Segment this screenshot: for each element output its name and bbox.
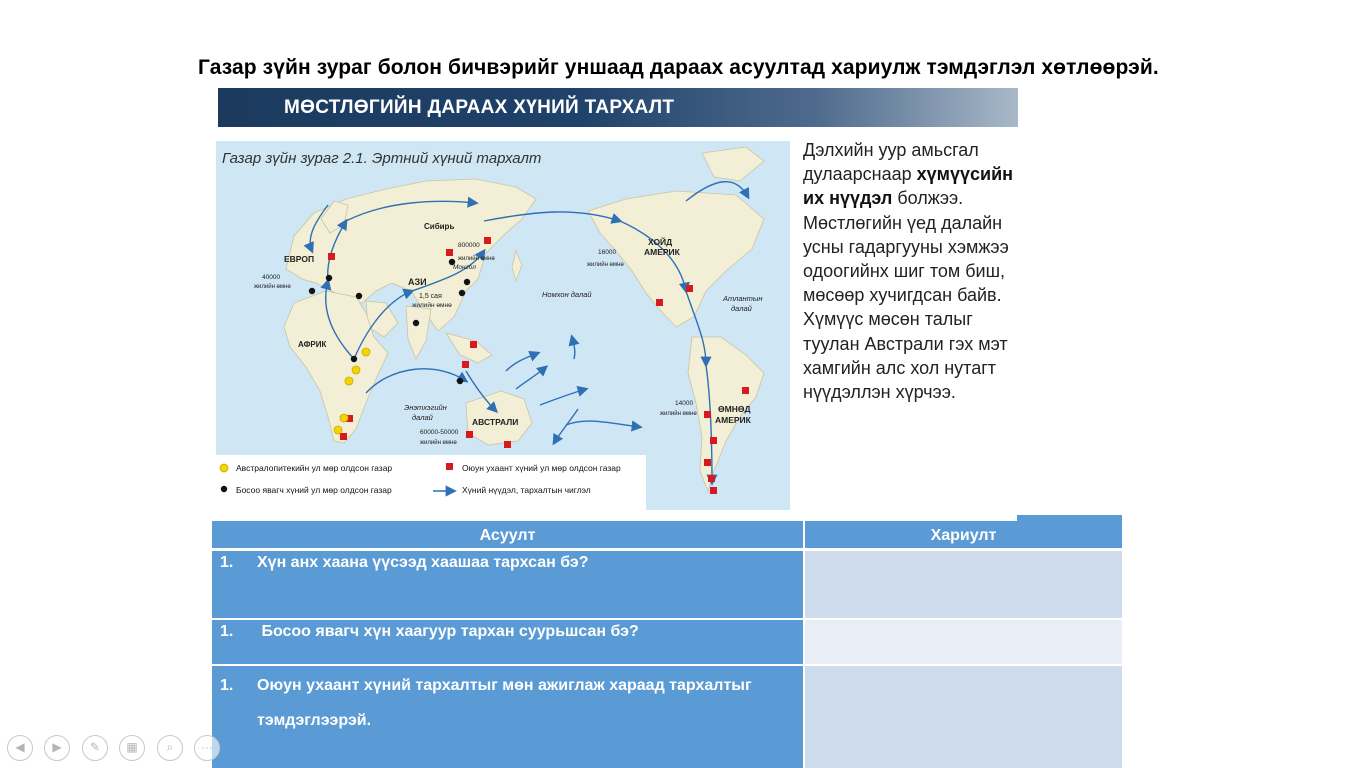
label-north-america-2: АМЕРИК (644, 247, 680, 257)
legend-australopithecus: Австралопитекийн ул мөр олдсон газар (236, 463, 393, 473)
erectus-site (457, 378, 463, 384)
erectus-site (351, 356, 357, 362)
sapiens-site (504, 441, 511, 448)
label-60000-2: жилийн өмнө (420, 440, 457, 446)
description-bold: хүмүүсийн их нүүдэл (803, 164, 1014, 209)
map-title: Газар зүйн зураг 2.1. Эртний хүний тархалт (222, 150, 542, 167)
label-14000-2: жилийн өмнө (660, 411, 697, 417)
instruction-heading: Газар зүйн зураг болон бичвэрийг уншаад дараах асуултад хариулж тэмдэглэл хөтлөөрэй. (198, 56, 1159, 79)
label-800000-1: 800000 (458, 242, 480, 249)
answer-cell[interactable] (805, 620, 1122, 664)
table-row-question (212, 551, 803, 618)
sapiens-site (710, 437, 717, 444)
description-text (803, 138, 1018, 404)
sapiens-site (704, 459, 711, 466)
sapiens-site (656, 299, 663, 306)
description-part-1: Дэлхийн уур амьсгал дулаарснаар (803, 140, 979, 185)
erectus-site (413, 320, 419, 326)
australopithecus-site (362, 348, 370, 356)
erectus-site (326, 275, 332, 281)
label-south-america-1: ӨМНӨД (718, 404, 751, 414)
erectus-site (309, 288, 315, 294)
pen-icon[interactable]: ✎ (82, 735, 108, 761)
label-14000-1: 14000 (675, 400, 694, 407)
row-number: 1. (220, 554, 234, 571)
legend-migration: Хүний нүүдэл, тархалтын чиглэл (462, 485, 591, 495)
table-row-question (212, 620, 803, 664)
label-pacific: Номхон далай (542, 290, 592, 299)
table-header-answer: Хариулт (805, 521, 1122, 548)
row-number: 1. (220, 677, 234, 694)
label-siberia: Сибирь (424, 222, 455, 231)
question-text: Босоо явагч хүн хаагуур тархан суурьшсан бэ? (257, 623, 639, 640)
australopithecus-site (345, 377, 353, 385)
label-atlantic-2: далай (731, 304, 752, 313)
erectus-site (464, 279, 470, 285)
australopithecus-site (334, 426, 342, 434)
sapiens-site (742, 387, 749, 394)
label-asia-age-2: жилийн өмнө (412, 302, 452, 309)
answer-cell[interactable] (805, 666, 1122, 768)
row-number: 1. (220, 623, 234, 640)
sapiens-site (470, 341, 477, 348)
question-text: Оюун ухаант хүний тархалтыг мөн ажиглаж хараад тархалтыг тэмдэглээрэй. (257, 677, 752, 729)
legend-square-icon (446, 463, 453, 470)
sapiens-site (446, 249, 453, 256)
australopithecus-site (340, 414, 348, 422)
label-australia: АВСТРАЛИ (472, 417, 519, 427)
sapiens-site (686, 285, 693, 292)
label-800000-2: жилийн өмнө (458, 256, 495, 262)
more-options-icon[interactable]: ··· (194, 735, 220, 761)
label-40000-2: жилийн өмнө (254, 284, 291, 290)
sapiens-site (462, 361, 469, 368)
migration-map (216, 141, 790, 510)
label-atlantic-1: Атлантын (723, 294, 763, 303)
label-africa: АФРИК (298, 340, 327, 349)
sapiens-site (710, 487, 717, 494)
label-north-america-1: ХОЙД (648, 237, 673, 247)
label-asia-age-1: 1,5 сая (419, 293, 442, 300)
sapiens-site (340, 433, 347, 440)
legend-homo-erectus: Босоо явагч хүний ул мөр олдсон газар (236, 485, 392, 495)
banner-title: МӨСТЛӨГИЙН ДАРААХ ХҮНИЙ ТАРХАЛТ (284, 97, 675, 118)
question-text: Хүн анх хаана үүсээд хаашаа тархсан бэ? (257, 554, 589, 571)
label-40000-1: 40000 (262, 274, 281, 281)
slides-grid-icon[interactable]: ▦ (119, 735, 145, 761)
label-60000-1: 60000-50000 (420, 429, 459, 436)
sapiens-site (484, 237, 491, 244)
label-indian-1: Энэтхэгийн (404, 403, 447, 412)
australopithecus-site (352, 366, 360, 374)
previous-slide-icon[interactable]: ◀ (7, 735, 33, 761)
label-16000-2: жилийн өмнө (587, 262, 624, 268)
table-row-question (212, 666, 803, 768)
sapiens-site (328, 253, 335, 260)
answer-cell[interactable] (805, 551, 1122, 618)
label-europe: ЕВРОП (284, 254, 315, 264)
label-indian-2: далай (412, 413, 433, 422)
erectus-site (356, 293, 362, 299)
label-south-america-2: АМЕРИК (715, 415, 751, 425)
sapiens-site (708, 475, 715, 482)
sapiens-site (704, 411, 711, 418)
legend-homo-sapiens: Оюун ухаант хүний ул мөр олдсон газар (462, 463, 621, 473)
label-asia: АЗИ (408, 277, 427, 287)
legend-dot-icon (221, 486, 227, 492)
zoom-icon[interactable]: ⌕ (157, 735, 183, 761)
label-16000-1: 16000 (598, 249, 617, 256)
next-slide-icon[interactable]: ▶ (44, 735, 70, 761)
description-part-2: болжээ. Мөстлөгийн үед далайн усны гадаргууны хэмжээ одоогийнх шиг том биш, мөсөөр хучигдсан байв. Хүмүүс мөсөн талыг туулан Австрали гэх мэт хамгийн алс хол нутагт нүүдэллэн хүрчээ. (803, 188, 1009, 403)
section-banner (218, 88, 1018, 127)
table-header-question: Асуулт (212, 521, 803, 548)
erectus-site (459, 290, 465, 296)
sapiens-site (466, 431, 473, 438)
legend-sun-icon (220, 464, 228, 472)
label-mongolia: Монгол (453, 264, 476, 271)
